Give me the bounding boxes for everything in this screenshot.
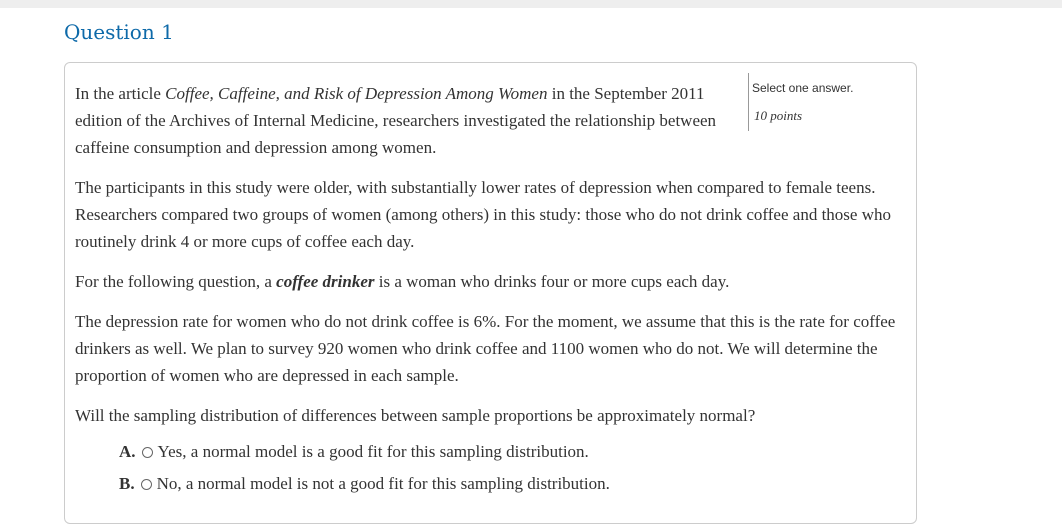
option-a-text: Yes, a normal model is a good fit for this sampling distribution. — [157, 442, 589, 461]
question-box — [64, 62, 917, 524]
definition-paragraph — [75, 268, 915, 295]
definition-after: is a woman who drinks four or more cups each day. — [374, 272, 730, 291]
option-b-radio[interactable] — [141, 479, 152, 490]
intro-after: in the September 2011 edition of the Archives of Internal Medicine, researchers investigated the relationship between caffeine consumption and depression among women. — [75, 84, 717, 157]
intro-before: In the article — [75, 84, 166, 103]
option-b-text: No, a normal model is not a good fit for this sampling distribution. — [156, 474, 610, 493]
prompt-paragraph: Will the sampling distribution of differences between sample proportions be approximately normal? — [75, 406, 756, 425]
option-b-letter: B. — [119, 474, 135, 493]
intro-paragraph — [75, 80, 735, 161]
definition-term: coffee drinker — [276, 272, 375, 291]
article-title: Coffee, Caffeine, and Risk of Depression Among Women — [165, 84, 548, 103]
top-bar — [0, 0, 1062, 8]
points-label: 10 points — [754, 108, 803, 123]
participants-paragraph: The participants in this study were older, with substantially lower rates of depression when compared to female teens. Researchers compared two groups of women (among others) in this study: those who do not drink coffee and those who routinely drink 4 or more cups of coffee each day. — [75, 178, 891, 251]
rate-paragraph: The depression rate for women who do not drink coffee is 6%. For the moment, we assume that this is the rate for coffee drinkers as well. We plan to survey 920 women who drink coffee and 1100 women who do not. We will determine the proportion of women who are depressed in each sample. — [75, 312, 896, 385]
instruction-text: Select one answer. — [752, 81, 854, 95]
answer-option-a[interactable] — [119, 442, 589, 462]
option-a-letter: A. — [119, 442, 136, 461]
question-meta — [748, 73, 879, 131]
option-a-radio[interactable] — [142, 447, 153, 458]
answer-option-b[interactable] — [119, 474, 610, 494]
question-title: Question 1 — [64, 20, 174, 44]
definition-before: For the following question, a — [75, 272, 277, 291]
